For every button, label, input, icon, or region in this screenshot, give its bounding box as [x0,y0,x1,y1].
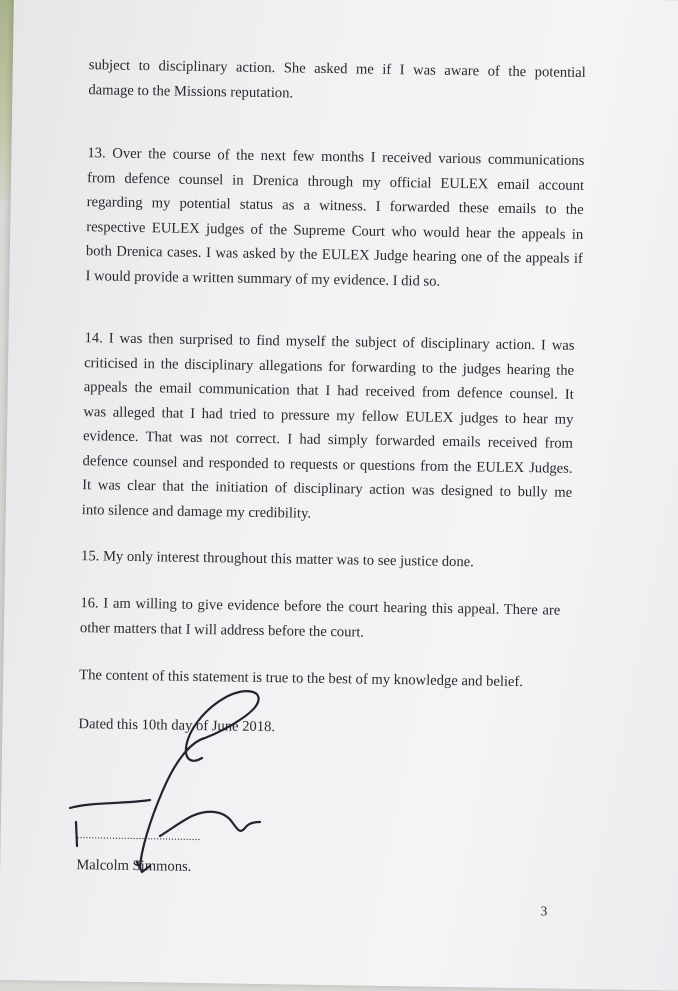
paragraph-line: 16. I am willing to give evidence before the court hearing this appeal. There are [80,595,561,619]
paragraph-line: It was clear that the initiation of disciplinary action was designed to bully me [82,477,573,501]
paragraph-line: 14. I was then surprised to find myself the subject of disciplinary action. I was [84,330,575,354]
paragraph-line: other matters that I will address before the court. [79,619,365,641]
paragraph-line: regarding my potential status as a witness. I forwarded these emails to the [86,194,584,218]
paragraph-line: respective EULEX judges of the Supreme Court who would hear the appeals in [86,218,584,243]
paragraph-line: criticised in the disciplinary allegations for forwarding to the judges hearing the [84,354,575,379]
paragraph-line: I would provide a written summary of my evidence. I did so. [85,267,441,290]
paragraph-line: defence counsel and responded to requests or questions from the EULEX Judges. [82,452,573,477]
paragraph-line: 13. Over the course of the next few months I received various communications [87,145,585,169]
truth-statement: The content of this statement is true to the best of my knowledge and belief. [79,667,524,691]
paragraph-line: from defence counsel in Drenica through my official EULEX email account [86,169,585,194]
paragraph-14 [82,326,575,530]
paragraph-line: evidence. That was not correct. I had simply forwarded emails received from [82,428,574,452]
signatory-name: Malcolm Simmons. [76,857,192,875]
paragraph-line: appeals the email communication that I had received from defence counsel. It [83,379,574,403]
paragraph-line: into silence and damage my credibility. [81,501,312,522]
paragraph-16 [80,591,561,648]
continuation-paragraph [88,53,586,110]
paragraph-line: subject to disciplinary action. She asked me if I was aware of the potential [88,57,586,81]
dated-line: Dated this 10th day of June 2018. [78,716,276,736]
paragraph-15: 15. My only interest throughout this matter was to see justice done. [80,548,474,571]
page-number: 3 [540,903,548,919]
signature-line: .......................................... [76,829,201,844]
paragraph-line: was alleged that I had tried to pressure my fellow EULEX judges to hear my [83,403,574,428]
paragraph-13 [85,141,584,296]
paragraph-line: both Drenica cases. I was asked by the EULEX Judge hearing one of the appeals if [85,243,583,267]
paragraph-line: damage to the Missions reputation. [88,81,294,101]
